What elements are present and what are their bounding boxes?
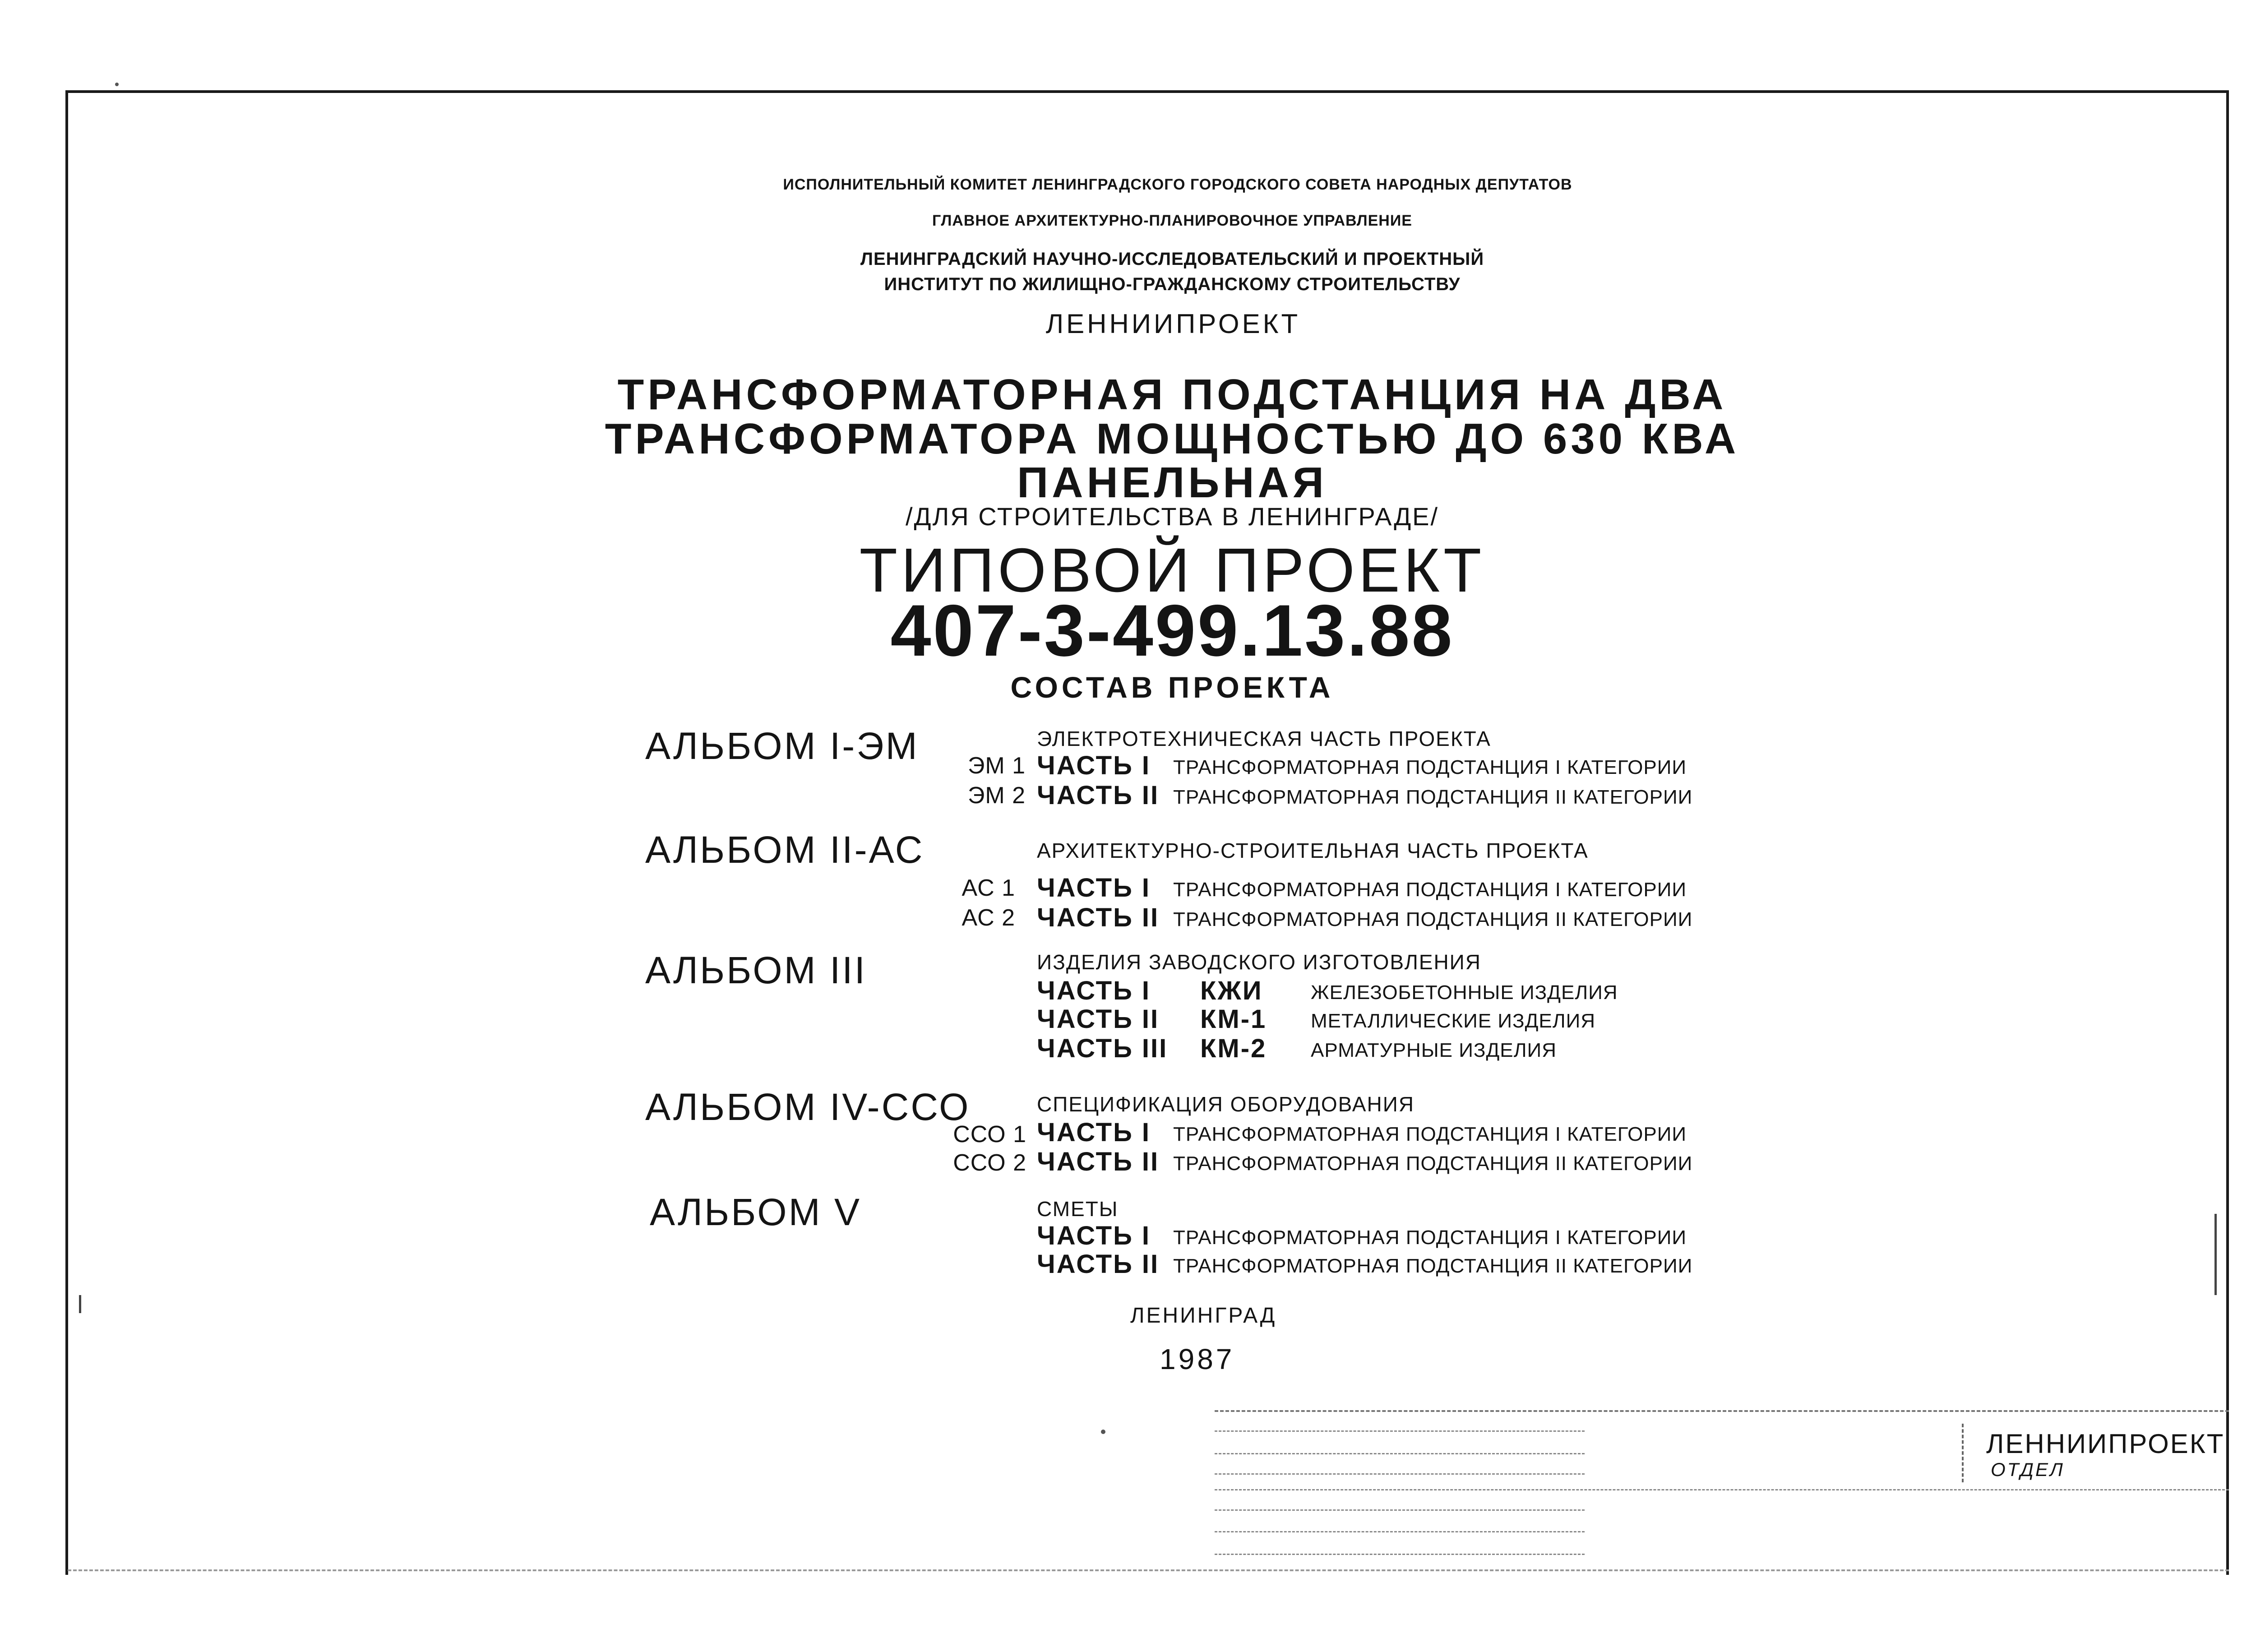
album-heading: АРХИТЕКТУРНО-СТРОИТЕЛЬНАЯ ЧАСТЬ ПРОЕКТА bbox=[1037, 839, 1589, 862]
part-mark: КМ-1 bbox=[1200, 1004, 1267, 1034]
stamp-divider bbox=[1962, 1424, 1964, 1482]
part-description: ТРАНСФОРМАТОРНАЯ ПОДСТАНЦИЯ I КАТЕГОРИИ bbox=[1173, 879, 1687, 901]
stamp-row-line bbox=[1215, 1554, 1585, 1555]
part-label: ЧАСТЬ III bbox=[1037, 1034, 1168, 1063]
title-line-2: ТРАНСФОРМАТОРА МОЩНОСТЬЮ ДО 630 КВА bbox=[605, 415, 1740, 463]
part-label: ЧАСТЬ I bbox=[1037, 873, 1151, 902]
part-label: ЧАСТЬ I bbox=[1037, 976, 1151, 1005]
album-heading: ИЗДЕЛИЯ ЗАВОДСКОГО ИЗГОТОВЛЕНИЯ bbox=[1037, 950, 1481, 974]
part-code: ЭМ 2 bbox=[967, 782, 1026, 809]
part-description: ТРАНСФОРМАТОРНАЯ ПОДСТАНЦИЯ II КАТЕГОРИИ bbox=[1173, 786, 1693, 808]
header-line-3: ЛЕНИНГРАДСКИЙ НАУЧНО-ИССЛЕДОВАТЕЛЬСКИЙ И ПРОЕКТНЫЙ bbox=[860, 249, 1484, 269]
stamp-organization: ЛЕННИИПРОЕКТ bbox=[1986, 1429, 2225, 1459]
scan-speck bbox=[1101, 1430, 1105, 1434]
part-description: ТРАНСФОРМАТОРНАЯ ПОДСТАНЦИЯ II КАТЕГОРИИ bbox=[1173, 908, 1693, 930]
city: ЛЕНИНГРАД bbox=[1130, 1304, 1277, 1328]
part-label: ЧАСТЬ I bbox=[1037, 1221, 1151, 1250]
album-label: АЛЬБОМ V bbox=[650, 1191, 861, 1233]
part-label: ЧАСТЬ II bbox=[1037, 781, 1160, 810]
part-description: ТРАНСФОРМАТОРНАЯ ПОДСТАНЦИЯ I КАТЕГОРИИ bbox=[1173, 1226, 1687, 1249]
stamp-department: ОТДЕЛ bbox=[1991, 1459, 2065, 1480]
margin-mark bbox=[79, 1295, 81, 1313]
part-code: ССО 1 bbox=[953, 1121, 1026, 1148]
institute-name: ЛЕННИИПРОЕКТ bbox=[1045, 309, 1301, 339]
header-line-2: ГЛАВНОЕ АРХИТЕКТУРНО-ПЛАНИРОВОЧНОЕ УПРАВЛЕНИЕ bbox=[932, 212, 1412, 229]
part-label: ЧАСТЬ II bbox=[1037, 1147, 1160, 1176]
part-description: ТРАНСФОРМАТОРНАЯ ПОДСТАНЦИЯ II КАТЕГОРИИ bbox=[1173, 1255, 1693, 1277]
album-heading: СПЕЦИФИКАЦИЯ ОБОРУДОВАНИЯ bbox=[1037, 1092, 1415, 1116]
part-description: МЕТАЛЛИЧЕСКИЕ ИЗДЕЛИЯ bbox=[1311, 1010, 1596, 1032]
album-label: АЛЬБОМ III bbox=[645, 949, 867, 991]
part-label: ЧАСТЬ I bbox=[1037, 1118, 1151, 1147]
part-code: ЭМ 1 bbox=[967, 753, 1026, 779]
part-description: ТРАНСФОРМАТОРНАЯ ПОДСТАНЦИЯ I КАТЕГОРИИ bbox=[1173, 756, 1687, 778]
header-line-4: ИНСТИТУТ ПО ЖИЛИЩНО-ГРАЖДАНСКОМУ СТРОИТЕЛЬСТВУ bbox=[884, 274, 1461, 294]
stamp-row-line bbox=[1215, 1473, 1585, 1475]
stamp-row-line bbox=[1215, 1453, 1585, 1454]
stamp-border bbox=[1215, 1410, 2229, 1412]
part-code: АС 2 bbox=[962, 905, 1015, 931]
stamp-row-line bbox=[1215, 1509, 1585, 1511]
part-mark: КМ-2 bbox=[1200, 1034, 1267, 1063]
scan-speck bbox=[115, 83, 119, 86]
stamp-row-line bbox=[1215, 1531, 1585, 1532]
project-number: 407-3-499.13.88 bbox=[890, 590, 1454, 671]
part-label: ЧАСТЬ II bbox=[1037, 1004, 1160, 1034]
part-description: АРМАТУРНЫЕ ИЗДЕЛИЯ bbox=[1311, 1039, 1557, 1061]
part-label: ЧАСТЬ II bbox=[1037, 903, 1160, 932]
title-note: /ДЛЯ СТРОИТЕЛЬСТВА В ЛЕНИНГРАДЕ/ bbox=[905, 502, 1439, 531]
album-label: АЛЬБОМ II-АС bbox=[645, 828, 925, 871]
project-type: ТИПОВОЙ ПРОЕКТ bbox=[859, 536, 1485, 605]
album-label: АЛЬБОМ IV-ССО bbox=[645, 1086, 971, 1128]
part-label: ЧАСТЬ I bbox=[1037, 751, 1151, 780]
header-line-1: ИСПОЛНИТЕЛЬНЫЙ КОМИТЕТ ЛЕНИНГРАДСКОГО ГОРОДСКОГО СОВЕТА НАРОДНЫХ ДЕПУТАТОВ bbox=[783, 176, 1572, 193]
composition-heading: СОСТАВ ПРОЕКТА bbox=[1010, 671, 1334, 704]
year: 1987 bbox=[1160, 1343, 1235, 1375]
part-code: ССО 2 bbox=[953, 1150, 1026, 1176]
title-line-3: ПАНЕЛЬНАЯ bbox=[1017, 458, 1327, 507]
stamp-row-line bbox=[1215, 1489, 2229, 1490]
stamp-row-line bbox=[1215, 1430, 1585, 1432]
title-block-stamp bbox=[1215, 1410, 2229, 1573]
part-description: ТРАНСФОРМАТОРНАЯ ПОДСТАНЦИЯ II КАТЕГОРИИ bbox=[1173, 1152, 1693, 1175]
part-label: ЧАСТЬ II bbox=[1037, 1249, 1160, 1279]
album-heading: ЭЛЕКТРОТЕХНИЧЕСКАЯ ЧАСТЬ ПРОЕКТА bbox=[1037, 727, 1491, 750]
part-description: ЖЕЛЕЗОБЕТОННЫЕ ИЗДЕЛИЯ bbox=[1311, 981, 1618, 1004]
title-line-1: ТРАНСФОРМАТОРНАЯ ПОДСТАНЦИЯ НА ДВА bbox=[617, 370, 1727, 419]
part-code: АС 1 bbox=[962, 875, 1015, 901]
margin-mark bbox=[2214, 1214, 2217, 1295]
part-description: ТРАНСФОРМАТОРНАЯ ПОДСТАНЦИЯ I КАТЕГОРИИ bbox=[1173, 1123, 1687, 1145]
album-label: АЛЬБОМ I-ЭМ bbox=[645, 725, 919, 767]
part-mark: КЖИ bbox=[1200, 976, 1263, 1005]
album-heading: СМЕТЫ bbox=[1037, 1197, 1119, 1221]
